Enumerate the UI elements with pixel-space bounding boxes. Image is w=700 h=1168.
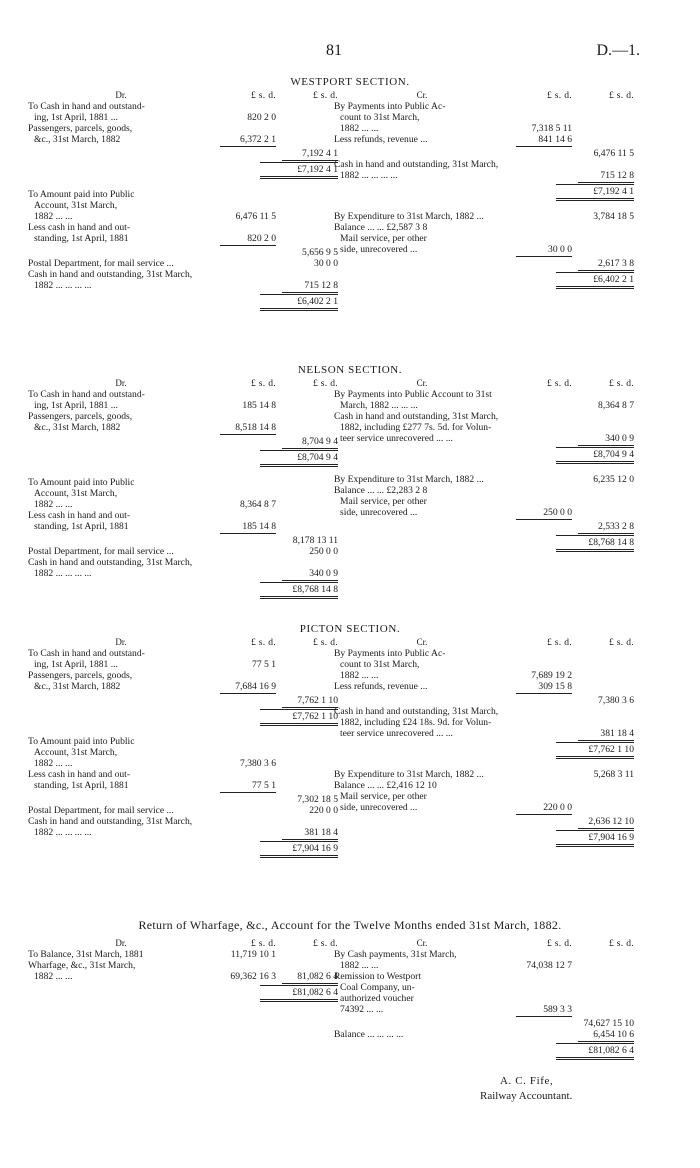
row-description: To Balance, 31st March, 1881 [28,949,144,960]
dr-label: Dr. [115,378,127,388]
ledger-row [28,557,338,579]
row-description: Cash in hand and outstanding, 31st March, 1882 ... ... ... ... [28,269,193,291]
row-description: Postal Department, for mail service ... [28,805,174,816]
dr-header [28,938,338,949]
row-description: To Cash in hand and outstand- ing, 1st April, 1881 ... [28,648,145,670]
section-total: £6,402 2 1 [556,272,634,289]
row-amount: 841 14 6 [538,134,572,145]
section-total: £8,768 14 8 [260,582,338,599]
row-extended-amount: 7,192 4 1 [302,148,338,159]
ledger-row [28,816,338,838]
section-total: £7,904 16 9 [260,841,338,858]
section-total: £8,704 9 4 [260,450,338,467]
row-extended-amount: 2,617 3 8 [598,258,634,269]
money-units: £ s. d. [250,637,276,648]
section-total: £7,192 4 1 [556,184,634,201]
money-units: £ s. d. [250,90,276,101]
row-extended-amount: 6,454 10 6 [593,1029,634,1040]
subtotal-rule [516,1016,572,1017]
total-rule [578,270,634,271]
section-total: £6,402 2 1 [260,294,338,311]
ledger-row [28,794,338,805]
row-amount: 8,518 14 8 [235,422,276,433]
total-rule [282,839,338,840]
row-extended-amount: 340 0 9 [605,433,634,444]
wharfage-dr-column [28,938,338,1012]
row-amount: 69,362 16 3 [230,971,276,982]
section-total: £81,082 6 4 [556,1043,634,1060]
ledger-row [334,159,634,181]
cr-header [334,938,634,949]
cr-header [334,637,634,648]
row-amount: 6,476 11 5 [235,211,276,222]
row-description: To Amount paid into Public Account, 31st March, 1882 ... ... [28,477,135,510]
spacer [334,464,634,474]
subtotal-rule [220,693,276,694]
row-extended-amount: 8,364 8 7 [598,400,634,411]
ledger-row [28,805,338,816]
total-rule [578,1041,634,1042]
ledger-row [28,123,338,145]
picton-dr-column [28,637,338,858]
row-description: Postal Department, for mail service ... [28,258,174,269]
spacer [334,201,634,211]
total-rule [282,292,338,293]
row-description: Less cash in hand and out- standing, 1st April, 1881 [28,510,131,532]
westport-cr-column [334,90,634,289]
ledger-row [28,648,338,670]
row-amount: 77 5 1 [252,659,276,670]
money-units: £ s. d. [546,938,572,949]
nelson-section [0,364,700,614]
total-rule [578,533,634,534]
wharfage-title: Return of Wharfage, &c., Account for the Twelve Months ended 31st March, 1882. [138,918,562,932]
ledger-row [28,535,338,546]
row-amount: 309 15 8 [538,681,572,692]
row-extended-amount: 2,533 2 8 [598,521,634,532]
row-description: By Expenditure to 31st March, 1882 ... [334,769,484,780]
row-description: Less refunds, revenue ... [334,681,428,692]
row-amount: 30 0 0 [548,244,572,255]
wharfage-section [0,924,700,1054]
ledger-row [334,101,634,134]
picton-cr-column [334,637,634,847]
ledger-row [28,148,338,159]
cr-label: Cr. [416,90,428,100]
dr-label: Dr. [115,90,127,100]
section-total: £7,762 1 10 [556,742,634,759]
spacer [28,726,338,736]
ledger-row [334,485,634,518]
row-description: Balance ... ... £2,587 3 8 Mail service, per other side, unrecovered ... [334,222,428,255]
total-rule [282,448,338,449]
ledger-row [334,521,634,532]
ledger-row [28,101,338,123]
total-rule [578,182,634,183]
row-extended-amount: 7,762 1 10 [297,695,338,706]
ledger-row [334,389,634,411]
page-header [0,42,700,62]
subtotal-rule [220,146,276,147]
nelson-dr-column [28,378,338,599]
row-description: To Amount paid into Public Account, 31st March, 1882 ... ... [28,736,135,769]
row-extended-amount: 8,704 9 4 [302,436,338,447]
document-code: D.—1. [596,42,640,59]
ledger-row [334,695,634,706]
ledger-row [334,816,634,827]
row-extended-amount: 340 0 9 [309,568,338,579]
row-extended-amount: 74,627 15 10 [583,1018,634,1029]
westport-section [0,76,700,346]
row-amount: 220 0 0 [543,802,572,813]
subtotal-rule [516,814,572,815]
ledger-row [28,436,338,447]
dr-header [28,637,338,648]
row-description: Cash in hand and outstanding, 31st March, 1882, including £277 7s. 5d. for Volun- teer service unrecovered ... ... [334,411,499,444]
row-description: By Expenditure to 31st March, 1882 ... [334,474,484,485]
money-units: £ s. d. [608,378,634,389]
cr-header [334,90,634,101]
section-total: £8,704 9 4 [556,447,634,464]
ledger-row [334,769,634,780]
subtotal-rule [516,146,572,147]
ledger-row [28,258,338,269]
ledger-row [334,411,634,444]
ledger-row [28,477,338,510]
subtotal-rule [220,434,276,435]
row-description: Cash in hand and outstanding, 31st March, 1882, including £24 18s. 9d. for Volun- teer service unrecovered ... ... [334,706,499,739]
row-description: To Cash in hand and outstand- ing, 1st April, 1881 ... [28,389,145,411]
row-description: Less cash in hand and out- standing, 1st April, 1881 [28,769,131,791]
row-description: Wharfage, &c., 31st March, 1882 ... ... [28,960,136,982]
row-extended-amount: 5,656 9 5 [302,247,338,258]
row-description: By Payments into Public Ac- count to 31st March, 1882 ... ... [334,101,446,134]
dr-label: Dr. [115,637,127,647]
row-amount: 820 2 0 [247,233,276,244]
row-description: To Cash in hand and outstand- ing, 1st April, 1881 ... [28,101,145,123]
row-description: Balance ... ... ... ... [334,1029,404,1040]
row-description: Cash in hand and outstanding, 31st March, 1882 ... ... ... ... [334,159,499,181]
ledger-row [28,411,338,433]
row-amount: 74,038 12 7 [526,960,572,971]
row-description: Passengers, parcels, goods, &c., 31st March, 1882 [28,670,133,692]
row-amount: 185 14 8 [242,400,276,411]
subtotal-rule [220,245,276,246]
money-units: £ s. d. [250,378,276,389]
signature-block [480,1074,572,1104]
cr-label: Cr. [416,938,428,948]
row-description: Cash in hand and outstanding, 31st March, 1882 ... ... ... ... [28,557,193,579]
ledger-row [28,222,338,244]
signatory-name: A. C. Fife, [500,1075,554,1087]
row-description: By Expenditure to 31st March, 1882 ... [334,211,484,222]
row-description: Balance ... ... £2,416 12 10 Mail service, per other side, unrecovered ... [334,780,437,813]
row-extended-amount: 220 0 0 [309,805,338,816]
row-amount: 185 14 8 [242,521,276,532]
row-extended-amount: 3,784 18 5 [593,211,634,222]
row-extended-amount: 6,235 12 0 [593,474,634,485]
ledger-row [334,681,634,692]
row-extended-amount: 8,178 13 11 [292,535,338,546]
row-amount: 250 0 0 [543,507,572,518]
ledger-row [28,670,338,692]
money-units: £ s. d. [608,637,634,648]
money-units: £ s. d. [312,938,338,949]
money-units: £ s. d. [250,938,276,949]
cr-label: Cr. [416,378,428,388]
total-rule [578,828,634,829]
spacer [28,179,338,189]
wharfage-cr-column [334,938,634,1070]
row-extended-amount: 2,636 12 10 [588,816,634,827]
row-description: By Payments into Public Ac- count to 31st March, 1882 ... ... [334,648,446,681]
money-units: £ s. d. [312,90,338,101]
ledger-row [28,269,338,291]
ledger-row [334,134,634,145]
ledger-row [334,1018,634,1029]
section-total: £7,904 16 9 [556,830,634,847]
ledger-row [28,510,338,532]
row-description: By Cash payments, 31st March, 1882 ... ... [334,949,457,971]
row-description: Remission to Westport Coal Company, un- authorized voucher 74392 ... ... [334,971,421,1015]
subtotal-rule [220,533,276,534]
row-amount: 77 5 1 [252,780,276,791]
nelson-cr-column [334,378,634,552]
row-description: To Amount paid into Public Account, 31st March, 1882 ... ... [28,189,135,222]
ledger-row [334,971,634,1015]
money-units: £ s. d. [608,938,634,949]
ledger-row [28,736,338,769]
total-rule [282,160,338,161]
row-description: Cash in hand and outstanding, 31st March, 1882 ... ... ... ... [28,816,193,838]
row-extended-amount: 250 0 0 [309,546,338,557]
ledger-row [334,211,634,222]
section-total: £8,768 14 8 [556,535,634,552]
spacer [28,1002,338,1012]
ledger-row [334,474,634,485]
row-extended-amount: 5,268 3 11 [593,769,634,780]
ledger-row [28,960,338,982]
picton-section [0,623,700,903]
ledger-row [334,648,634,681]
money-units: £ s. d. [312,378,338,389]
spacer [334,759,634,769]
dr-header [28,90,338,101]
row-extended-amount: 81,082 6 4 [297,971,338,982]
cr-label: Cr. [416,637,428,647]
money-units: £ s. d. [546,637,572,648]
money-units: £ s. d. [546,90,572,101]
row-extended-amount: 381 18 4 [304,827,338,838]
money-units: £ s. d. [546,378,572,389]
ledger-row [28,695,338,706]
ledger-row [334,1029,634,1040]
ledger-row [28,949,338,960]
row-extended-amount: 381 18 4 [600,728,634,739]
dr-label: Dr. [115,938,127,948]
row-amount: 7,684 16 9 [235,681,276,692]
section-total: £81,082 6 4 [260,985,338,1002]
total-rule [282,983,338,984]
ledger-row [28,769,338,791]
section-total: £7,762 1 10 [260,709,338,726]
row-amount: 7,318 5 11 [531,123,572,134]
row-amount: 6,372 2 1 [240,134,276,145]
cr-header [334,378,634,389]
row-amount: 7,380 3 6 [240,758,276,769]
total-rule [282,580,338,581]
row-description: Less refunds, revenue ... [334,134,428,145]
ledger-row [28,389,338,411]
dr-header [28,378,338,389]
row-extended-amount: 30 0 0 [314,258,338,269]
section-title: PICTON SECTION. [299,623,401,635]
row-extended-amount: 6,476 11 5 [593,148,634,159]
total-rule [578,445,634,446]
row-extended-amount: 715 12 8 [600,170,634,181]
total-rule [578,740,634,741]
subtotal-rule [220,792,276,793]
ledger-row [334,949,634,971]
row-description: Passengers, parcels, goods, &c., 31st March, 1882 [28,411,133,433]
westport-dr-column [28,90,338,311]
row-extended-amount: 7,380 3 6 [598,695,634,706]
row-description: Less cash in hand and out- standing, 1st April, 1881 [28,222,131,244]
subtotal-rule [516,693,572,694]
section-title: NELSON SECTION. [297,364,403,376]
ledger-row [334,258,634,269]
total-rule [282,707,338,708]
money-units: £ s. d. [312,637,338,648]
ledger-row [28,189,338,222]
row-description: By Payments into Public Account to 31st March, 1882 ... ... ... [334,389,492,411]
ledger-row [334,706,634,739]
spacer [334,1060,634,1070]
row-extended-amount: 715 12 8 [304,280,338,291]
subtotal-rule [516,256,572,257]
row-extended-amount: 7,302 18 5 [297,794,338,805]
row-description: Postal Department, for mail service ... [28,546,174,557]
page-number: 81 [326,42,342,59]
row-amount: 8,364 8 7 [240,499,276,510]
subtotal-rule [516,519,572,520]
signatory-title: Railway Accountant. [480,1090,573,1102]
ledger-row [28,546,338,557]
ledger-row [334,222,634,255]
row-description: Passengers, parcels, goods, &c., 31st March, 1882 [28,123,133,145]
row-description: Balance ... ... £2,283 2 8 Mail service, per other side, unrecovered ... [334,485,428,518]
money-units: £ s. d. [608,90,634,101]
row-amount: 11,719 10 1 [230,949,276,960]
row-amount: 820 2 0 [247,112,276,123]
ledger-row [334,148,634,159]
row-amount: 589 3 3 [543,1004,572,1015]
spacer [28,467,338,477]
section-title: WESTPORT SECTION. [290,76,410,88]
section-total: £7,192 4 1 [260,162,338,179]
ledger-row [28,247,338,258]
row-amount: 7,689 19 2 [531,670,572,681]
ledger-row [334,780,634,813]
